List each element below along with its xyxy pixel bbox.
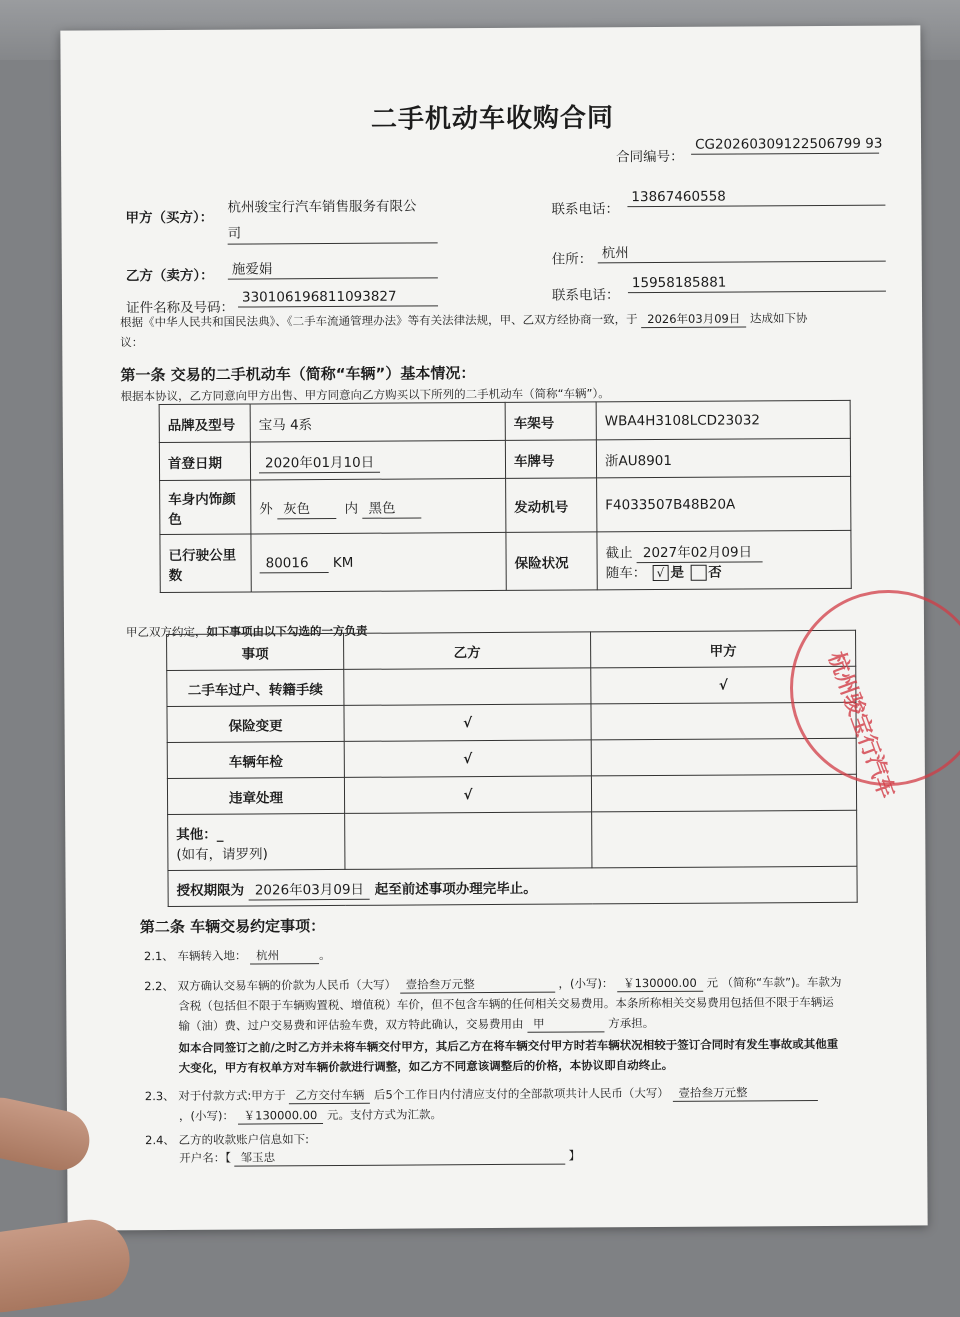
clause-2-2-part-a: 双方确认交易车辆的价款为人民币（大写） <box>177 977 397 993</box>
engine-label: 发动机号 <box>506 478 597 533</box>
clause-2-4-text: 乙方的收款账户信息如下: <box>178 1132 309 1147</box>
duty-row-party-a-check: √ <box>591 666 856 704</box>
clause-2-3-number: 2.3、 <box>144 1088 175 1104</box>
duty-intro-part2: 如下事项由以下勾选的一方负责 <box>206 623 368 639</box>
yes-checkbox: √ <box>652 564 668 580</box>
party-b-label: 乙方（卖方）： <box>125 267 214 285</box>
duty-row-item: 保险变更 <box>167 705 344 742</box>
article1-title: 第一条 交易的二手机动车（简称“车辆”）基本情况： <box>120 364 476 385</box>
insurance-label: 保险状况 <box>506 532 597 591</box>
mileage-label-line1: 已行驶公里 <box>168 547 237 564</box>
duty-other-party-b <box>345 812 592 870</box>
reg-date-cell <box>250 440 505 480</box>
mileage-cell <box>251 532 506 592</box>
party-b-phone-label: 联系电话： <box>551 287 620 304</box>
clause-2-2-line3-b: 方承担。 <box>608 1016 655 1031</box>
address-value: 杭州 <box>598 240 886 264</box>
bold-notice-line2: 大变化，甲方有权单方对车辆价款进行调整，如乙方不同意该调整后的价格，本协议即自动终止。 <box>178 1057 674 1075</box>
engine-value: F4033507B48B20A <box>597 476 851 532</box>
contract-number-value: CG20260309122506799 93 <box>691 136 879 155</box>
id-value: 330106196811093827 <box>238 288 438 307</box>
preamble-text <box>120 310 807 330</box>
reg-date-value: 2020年01月10日 <box>259 454 380 473</box>
duty-row-item: 车辆年检 <box>167 741 344 778</box>
party-a-phone-value: 13867460558 <box>627 188 885 208</box>
clause-2-3-line2 <box>179 1106 442 1124</box>
bank-account-label: 开户名：【 <box>179 1150 232 1165</box>
duty-row-party-b-check: √ <box>344 776 591 814</box>
duty-header-party-b: 乙方 <box>344 632 591 670</box>
authorization-row <box>168 866 857 906</box>
clause-2-4-number: 2.4、 <box>145 1132 175 1148</box>
clause-2-2-line2: 含税（包括但不限于车辆购置税、增值税）车价，但不包含车辆的任何相关交易费用。本条所称相关交易费用包括但不限于车辆运 <box>178 994 834 1013</box>
clause-2-3-line2-a: ，(小写)： <box>178 1108 235 1123</box>
insurance-until-prefix: 截止 <box>605 544 633 561</box>
duty-header-party-a: 甲方 <box>591 630 856 668</box>
clause-2-2-number: 2.2、 <box>144 978 175 994</box>
duty-row-party-a-check <box>591 774 856 812</box>
clause-2-3-part-b: 后5个工作日内付清应支付的全部款项共计人民币（大写） <box>373 1085 669 1102</box>
party-a-name-line1: 杭州骏宝行汽车销售服务有限公 <box>227 198 417 216</box>
bank-account-name: 邹玉忠 <box>235 1149 566 1167</box>
duty-other-party-a <box>592 810 857 868</box>
clause-2-1 <box>144 947 331 964</box>
duty-other-hint: (如有，请罗列) <box>176 845 268 863</box>
clause-2-2-line1 <box>144 974 841 994</box>
clause-2-3-amount-upper: 壹拾叁万元整 <box>672 1085 817 1102</box>
color-label <box>160 480 251 535</box>
clause-2-2-price-upper: 壹拾叁万元整 <box>400 977 555 994</box>
mileage-label-line2: 数 <box>168 567 183 584</box>
interior-color: 黑色 <box>362 500 421 518</box>
duty-table <box>166 630 858 907</box>
duty-row-party-b-check: √ <box>344 740 591 778</box>
clause-2-3-line2-b: 元。支付方式为汇款。 <box>326 1107 443 1123</box>
authorization-suffix: 起至前述事项办理完毕止。 <box>374 880 537 898</box>
clause-2-1-destination: 杭州 <box>250 948 319 964</box>
exterior-prefix: 外 <box>259 500 273 517</box>
authorization-date: 2026年03月09日 <box>249 881 370 900</box>
insurance-cell <box>597 530 851 590</box>
duty-other-cell <box>168 813 345 870</box>
bank-account-end: 】 <box>568 1148 581 1163</box>
clause-2-1-end: 。 <box>319 948 331 963</box>
id-label: 证件名称及号码： <box>125 299 235 317</box>
clause-2-2-price-lower: ￥130000.00 <box>617 976 703 993</box>
clause-2-3-part-a: 对于付款方式:甲方于 <box>178 1088 286 1103</box>
preamble-part1: 根据《中华人民共和国民法典》、《二手车流通管理办法》等有关法律法规，甲、乙双方经协商一致，于 <box>120 312 638 330</box>
clause-2-3-line1 <box>145 1084 818 1104</box>
duty-header-item: 事项 <box>167 633 344 670</box>
mileage-value: 80016 <box>260 555 329 573</box>
clause-2-2-fee-payer: 甲 <box>527 1016 605 1032</box>
article2-title: 第二条 车辆交易约定事项： <box>139 917 326 937</box>
clause-2-1-text: 车辆转入地： <box>177 948 247 963</box>
company-seal-text: 杭州骏宝行汽车 <box>822 648 899 802</box>
color-label-line2: 色 <box>168 511 182 528</box>
duty-row-item: 违章处理 <box>167 777 344 814</box>
insurance-until-date: 2027年02月09日 <box>637 544 762 563</box>
party-b-name-value: 施爱娟 <box>228 256 438 279</box>
bold-notice-line1: 如本合同签订之前/之时乙方并未将车辆交付甲方，其后乙方在将车辆交付甲方时若车辆状况相较于签订合同时有发生事故或其他重 <box>178 1036 839 1055</box>
brand-value: 宝马 4系 <box>250 402 505 442</box>
duty-row-party-b-check <box>344 668 591 706</box>
party-b-phone-value: 15958185881 <box>628 274 886 294</box>
clause-2-3-amount-lower: ￥130000.00 <box>238 1108 324 1125</box>
address-label: 住所： <box>551 251 593 268</box>
party-a-phone-label: 联系电话： <box>551 201 619 218</box>
yes-label: 是 <box>670 564 685 581</box>
reg-date-label: 首登日期 <box>159 442 250 481</box>
color-cell <box>251 478 506 534</box>
no-label: 否 <box>708 564 722 581</box>
clause-2-2-part-b: ，(小写)： <box>558 976 614 991</box>
authorization-prefix: 授权期限为 <box>176 882 245 899</box>
preamble-date: 2026年03月09日 <box>641 311 746 328</box>
no-checkbox <box>690 564 706 580</box>
document-title: 二手机动车收购合同 <box>370 103 614 135</box>
bank-account-name-row <box>179 1147 580 1165</box>
preamble-part3: 议： <box>120 335 144 350</box>
exterior-color: 灰色 <box>277 500 336 518</box>
clause-2-2-part-c: 元 （简称“车款”)。车款为 <box>706 974 842 990</box>
duty-row-party-b-check: √ <box>344 704 591 742</box>
vin-label: 车架号 <box>505 402 596 441</box>
party-a-name-line2: 司 <box>228 220 438 244</box>
interior-prefix: 内 <box>344 500 359 517</box>
vehicle-info-table <box>159 400 852 593</box>
clause-2-1-number: 2.1、 <box>143 948 174 964</box>
with-car-label: 随车： <box>605 564 647 581</box>
contract-number-label: 合同编号： <box>616 148 684 166</box>
thumb-shape <box>0 1215 135 1317</box>
clause-2-3-condition: 乙方交付车辆 <box>289 1088 370 1104</box>
color-label-line1: 车身内饰颜 <box>168 491 236 508</box>
clause-2-2-line3-a: 输（油）费、过户交易费和评估验车费，双方特此确认，交易费用由 <box>178 1016 524 1033</box>
brand-label: 品牌及型号 <box>159 404 250 443</box>
mileage-unit: KM <box>332 554 354 571</box>
mileage-label <box>160 534 251 593</box>
contract-page <box>60 25 927 1230</box>
party-a-label: 甲方（买方）： <box>125 209 214 227</box>
duty-other-label: 其他：_ <box>176 826 224 843</box>
article1-intro: 根据本协议，乙方同意向甲方出售、甲方同意向乙方购买以下所列的二手机动车（简称“车辆”）。 <box>120 386 610 404</box>
plate-label: 车牌号 <box>505 440 596 479</box>
preamble-part2: 达成如下协 <box>749 311 808 326</box>
clause-2-4 <box>145 1131 309 1148</box>
plate-value: 浙AU8901 <box>596 438 850 478</box>
duty-row-item: 二手车过户、转籍手续 <box>167 669 344 706</box>
duty-intro-part1: 甲乙双方约定， <box>125 624 207 640</box>
vin-value: WBA4H3108LCD23032 <box>596 400 850 440</box>
clause-2-2-line3 <box>178 1015 654 1034</box>
